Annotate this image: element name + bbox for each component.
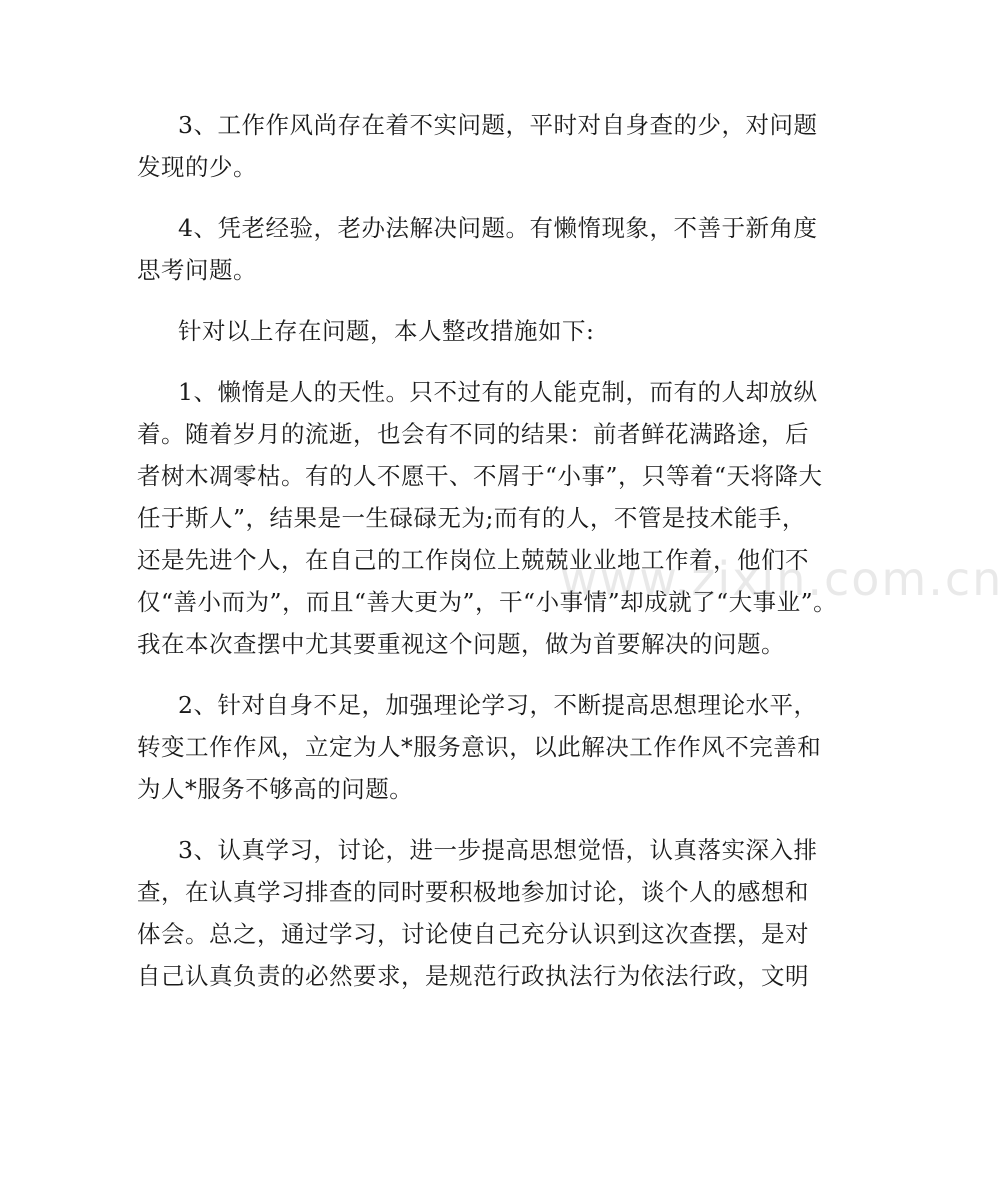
text-line: 为人*服务不够高的问题。 bbox=[137, 775, 414, 803]
text-line: 还是先进个人，在自己的工作岗位上兢兢业业地工作着，他们不 bbox=[137, 546, 809, 574]
text-line: 针对以上存在问题，本人整改措施如下: bbox=[178, 317, 595, 345]
text-line: 转变工作作风，立定为人*服务意识，以此解决工作作风不完善和 bbox=[137, 733, 822, 761]
text-line: 思考问题。 bbox=[137, 256, 257, 284]
text-line: 仅“善小而为”，而且“善大更为”，干“小事情”却成就了“大事业”。 bbox=[137, 588, 838, 616]
text-line: 3、认真学习，讨论，进一步提高思想觉悟，认真落实深入排 bbox=[178, 836, 818, 864]
text-line: 发现的少。 bbox=[137, 153, 257, 181]
text-line: 3、工作作风尚存在着不实问题，平时对自身查的少，对问题 bbox=[178, 111, 818, 139]
watermark: www.zixin.com.cn bbox=[560, 552, 1003, 606]
text-line: 4、凭老经验，老办法解决问题。有懒惰现象，不善于新角度 bbox=[178, 214, 818, 242]
text-line: 自己认真负责的必然要求，是规范行政执法行为依法行政，文明 bbox=[137, 962, 809, 990]
text-line: 任于斯人”，结果是一生碌碌无为;而有的人，不管是技术能手， bbox=[137, 504, 806, 532]
text-line: 着。随着岁月的流逝，也会有不同的结果：前者鲜花满路途，后 bbox=[137, 420, 809, 448]
text-line: 查，在认真学习排查的同时要积极地参加讨论，谈个人的感想和 bbox=[137, 878, 809, 906]
text-line: 我在本次查摆中尤其要重视这个问题，做为首要解决的问题。 bbox=[137, 630, 785, 658]
text-line: 2、针对自身不足，加强理论学习，不断提高思想理论水平， bbox=[178, 691, 818, 719]
text-line: 者树木凋零枯。有的人不愿干、不屑于“小事”，只等着“天将降大 bbox=[137, 462, 823, 490]
text-line: 1、懒惰是人的天性。只不过有的人能克制，而有的人却放纵 bbox=[178, 378, 818, 406]
text-line: 体会。总之，通过学习，讨论使自己充分认识到这次查摆，是对 bbox=[137, 920, 809, 948]
